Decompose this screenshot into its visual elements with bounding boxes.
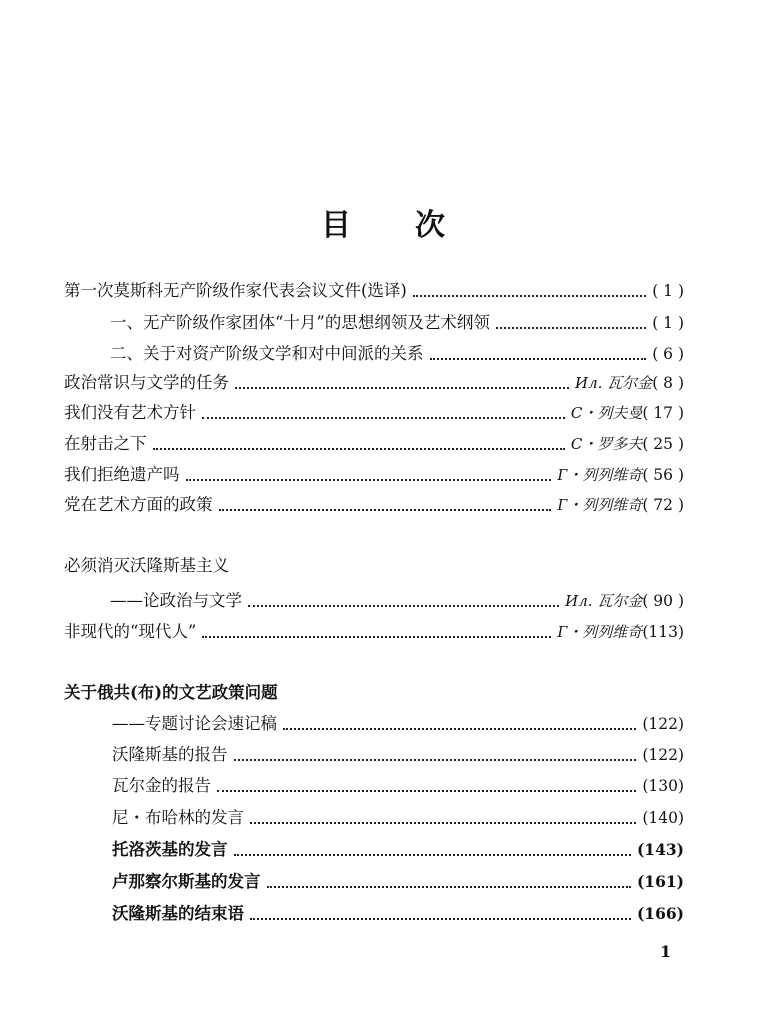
section-heading[interactable]: 关于俄共(布)的文艺政策问题 <box>64 683 278 702</box>
entry-page: ( 56 ) <box>642 466 684 484</box>
page-number: 1 <box>660 942 672 961</box>
entry-title: 瓦尔金的报告 <box>112 776 211 795</box>
dot-leader <box>496 327 646 329</box>
toc-entry[interactable] <box>64 619 684 645</box>
entry-page: (113) <box>642 623 684 641</box>
entry-page: ( 72 ) <box>642 496 684 514</box>
entry-title: 我们没有艺术方针 <box>64 403 196 422</box>
toc-entry[interactable] <box>64 462 684 488</box>
entry-title: 政治常识与文学的任务 <box>64 373 229 392</box>
entry-title: 沃隆斯基的结束语 <box>112 904 244 923</box>
toc-entry[interactable] <box>112 837 684 863</box>
entry-author: С・罗多夫 <box>570 435 643 453</box>
dot-leader <box>248 605 559 607</box>
entry-title: 托洛茨基的发言 <box>112 840 228 859</box>
entry-author: Г・列列维奇 <box>557 496 643 514</box>
toc-entry[interactable] <box>64 278 684 304</box>
dot-leader <box>219 509 552 511</box>
entry-author: Г・列列维奇 <box>557 623 643 641</box>
dot-leader <box>430 358 647 360</box>
toc-entry[interactable] <box>64 431 684 457</box>
page-title <box>0 200 768 244</box>
entry-page: ( 90 ) <box>642 592 684 610</box>
entry-title: ——论政治与文学 <box>110 591 242 610</box>
dot-leader <box>186 479 552 481</box>
toc-entry[interactable] <box>112 869 684 895</box>
entry-title: 二、关于对资产阶级文学和对中间派的关系 <box>110 344 424 363</box>
dot-leader <box>267 886 631 888</box>
dot-leader <box>202 417 565 419</box>
toc-entry[interactable] <box>112 773 684 799</box>
entry-page: (143) <box>636 840 684 859</box>
entry-title: ——专题讨论会速记稿 <box>112 714 277 733</box>
entry-page: ( 1 ) <box>652 282 684 300</box>
entry-page: (122) <box>642 746 684 764</box>
entry-page: (130) <box>642 777 684 795</box>
entry-page: (140) <box>642 809 684 827</box>
toc-entry[interactable] <box>112 901 684 927</box>
entry-page: (166) <box>636 904 684 923</box>
toc-entry[interactable] <box>64 370 684 396</box>
dot-leader <box>234 759 637 761</box>
section-heading[interactable]: 必须消灭沃隆斯基主义 <box>64 556 229 575</box>
entry-page: (122) <box>642 715 684 733</box>
toc-entry[interactable] <box>64 492 684 518</box>
toc-entry[interactable] <box>110 588 684 614</box>
dot-leader <box>250 918 631 920</box>
entry-page: ( 6 ) <box>652 345 684 363</box>
dot-leader <box>234 854 631 856</box>
entry-title: 卢那察尔斯基的发言 <box>112 872 261 891</box>
toc-entry[interactable] <box>110 310 684 336</box>
entry-title: 非现代的“现代人” <box>64 622 197 641</box>
entry-page: ( 8 ) <box>652 374 684 392</box>
toc-entry[interactable] <box>112 711 684 737</box>
dot-leader <box>217 790 636 792</box>
entry-page: ( 1 ) <box>652 314 684 332</box>
entry-page: ( 25 ) <box>642 435 684 453</box>
toc-entry[interactable] <box>110 341 684 367</box>
entry-title: 党在艺术方面的政策 <box>64 495 213 514</box>
dot-leader <box>235 387 569 389</box>
toc-entry[interactable] <box>64 400 684 426</box>
entry-author: Ил. 瓦尔金 <box>565 592 643 610</box>
dot-leader <box>250 822 636 824</box>
entry-author: С・列夫曼 <box>570 404 643 422</box>
entry-title: 在射击之下 <box>64 434 147 453</box>
dot-leader <box>202 636 551 638</box>
title-part-2: 次 <box>415 208 447 243</box>
entry-title: 沃隆斯基的报告 <box>112 745 228 764</box>
entry-title: 我们拒绝遗产吗 <box>64 465 180 484</box>
title-part-1: 目 <box>321 208 353 243</box>
entry-page: (161) <box>636 872 684 891</box>
entry-title: 一、无产阶级作家团体“十月”的思想纲领及艺术纲领 <box>110 313 490 332</box>
entry-author: Ил. 瓦尔金 <box>575 374 653 392</box>
entry-page: ( 17 ) <box>642 404 684 422</box>
entry-title: 第一次莫斯科无产阶级作家代表会议文件(选译) <box>64 281 407 300</box>
dot-leader <box>413 295 646 297</box>
toc-entry[interactable] <box>112 805 684 831</box>
dot-leader <box>153 448 565 450</box>
toc-entry[interactable] <box>112 742 684 768</box>
entry-title: 尼・布哈林的发言 <box>112 808 244 827</box>
entry-author: Г・列列维奇 <box>557 466 643 484</box>
dot-leader <box>283 728 636 730</box>
